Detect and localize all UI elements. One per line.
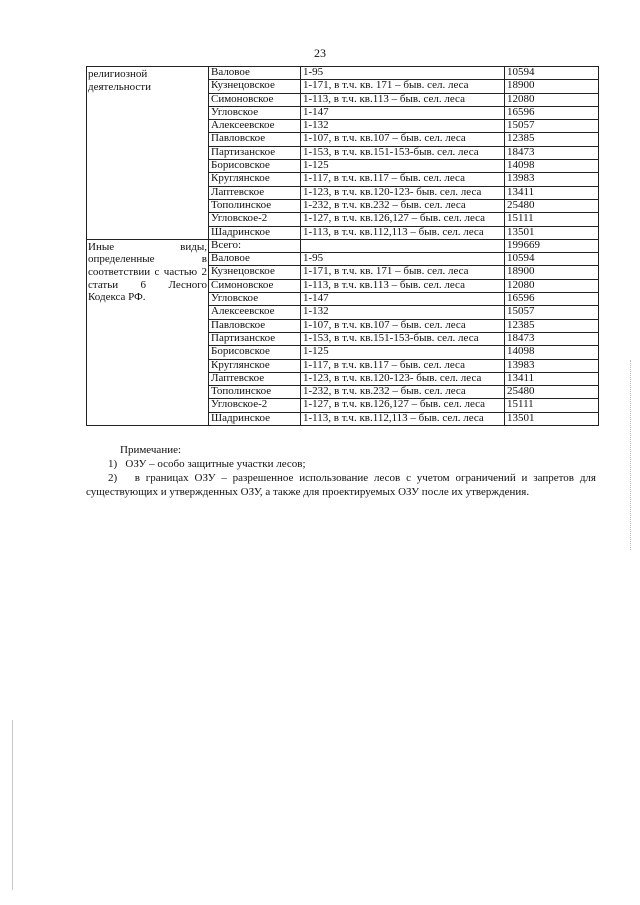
table-body xyxy=(87,67,599,426)
block-numbers-cell: 1-95 xyxy=(301,253,505,266)
forestry-name-cell: Алексеевское xyxy=(209,120,301,133)
block-numbers-cell: 1-147 xyxy=(301,106,505,119)
area-cell: 18473 xyxy=(505,332,599,345)
table-row xyxy=(87,67,599,80)
block-numbers-cell: 1-127, в т.ч. кв.126,127 – быв. сел. леса xyxy=(301,213,505,226)
forestry-name-cell: Борисовское xyxy=(209,160,301,173)
forestry-name-cell: Партизанское xyxy=(209,332,301,345)
area-cell: 18900 xyxy=(505,80,599,93)
forestry-name-cell: Шадринское xyxy=(209,226,301,239)
block-numbers-cell: 1-171, в т.ч. кв. 171 – быв. сел. леса xyxy=(301,266,505,279)
block-numbers-cell: 1-107, в т.ч. кв.107 – быв. сел. леса xyxy=(301,133,505,146)
forestry-name-cell: Лаптевское xyxy=(209,372,301,385)
note-item-2: 2) в границах ОЗУ – разрешенное использование лесов с учетом ограничений и запретов для существующих и утвержденных ОЗУ, а также для проектируемых ОЗУ после их утверждения. xyxy=(86,472,596,498)
forestry-name-cell: Симоновское xyxy=(209,93,301,106)
area-cell: 12385 xyxy=(505,319,599,332)
area-cell: 18473 xyxy=(505,146,599,159)
forestry-name-cell: Лаптевское xyxy=(209,186,301,199)
block-numbers-cell: 1-123, в т.ч. кв.120-123- быв. сел. леса xyxy=(301,372,505,385)
area-cell: 13983 xyxy=(505,359,599,372)
forestry-name-cell: Угловское xyxy=(209,293,301,306)
notes-section xyxy=(86,443,596,499)
block-numbers-cell: 1-232, в т.ч. кв.232 – быв. сел. леса xyxy=(301,199,505,212)
area-cell: 14098 xyxy=(505,160,599,173)
area-cell: 13411 xyxy=(505,372,599,385)
forestry-name-cell: Угловское-2 xyxy=(209,399,301,412)
area-cell: 15057 xyxy=(505,306,599,319)
area-cell: 18900 xyxy=(505,266,599,279)
area-cell: 15057 xyxy=(505,120,599,133)
forestry-name-cell: Валовое xyxy=(209,253,301,266)
area-cell: 12080 xyxy=(505,279,599,292)
block-numbers-cell: 1-127, в т.ч. кв.126,127 – быв. сел. леса xyxy=(301,399,505,412)
note-item-1: 1) ОЗУ – особо защитные участки лесов; xyxy=(108,458,306,470)
forestry-name-cell: Кузнецовское xyxy=(209,80,301,93)
forestry-name-cell: Тополинское xyxy=(209,199,301,212)
block-numbers-cell: 1-117, в т.ч. кв.117 – быв. сел. леса xyxy=(301,359,505,372)
block-numbers-cell: 1-113, в т.ч. кв.112,113 – быв. сел. леса xyxy=(301,226,505,239)
block-numbers-cell: 1-232, в т.ч. кв.232 – быв. сел. леса xyxy=(301,386,505,399)
area-cell: 25480 xyxy=(505,199,599,212)
forestry-name-cell: Шадринское xyxy=(209,412,301,425)
block-numbers-cell: 1-113, в т.ч. кв.113 – быв. сел. леса xyxy=(301,93,505,106)
area-cell: 13983 xyxy=(505,173,599,186)
block-numbers-cell: 1-117, в т.ч. кв.117 – быв. сел. леса xyxy=(301,173,505,186)
forestry-name-cell: Партизанское xyxy=(209,146,301,159)
forestry-name-cell: Кузнецовское xyxy=(209,266,301,279)
area-cell: 199669 xyxy=(505,239,599,252)
block-numbers-cell: 1-123, в т.ч. кв.120-123- быв. сел. леса xyxy=(301,186,505,199)
block-numbers-cell: 1-171, в т.ч. кв. 171 – быв. сел. леса xyxy=(301,80,505,93)
forestry-name-cell: Угловское-2 xyxy=(209,213,301,226)
scan-mark xyxy=(630,360,633,550)
forestry-name-cell: Всего: xyxy=(209,239,301,252)
block-numbers-cell xyxy=(301,239,505,252)
forest-areas-table xyxy=(86,66,599,426)
notes-title: Примечание: xyxy=(120,444,182,456)
area-cell: 13501 xyxy=(505,412,599,425)
page-number: 23 xyxy=(314,46,326,60)
table-row xyxy=(87,239,599,252)
forestry-name-cell: Павловское xyxy=(209,319,301,332)
area-cell: 12080 xyxy=(505,93,599,106)
area-cell: 14098 xyxy=(505,346,599,359)
block-numbers-cell: 1-107, в т.ч. кв.107 – быв. сел. леса xyxy=(301,319,505,332)
area-cell: 16596 xyxy=(505,293,599,306)
forestry-name-cell: Круглянское xyxy=(209,173,301,186)
block-numbers-cell: 1-113, в т.ч. кв.113 – быв. сел. леса xyxy=(301,279,505,292)
area-cell: 10594 xyxy=(505,253,599,266)
area-cell: 13501 xyxy=(505,226,599,239)
block-numbers-cell: 1-125 xyxy=(301,160,505,173)
block-numbers-cell: 1-147 xyxy=(301,293,505,306)
forestry-name-cell: Павловское xyxy=(209,133,301,146)
area-cell: 16596 xyxy=(505,106,599,119)
forestry-name-cell: Борисовское xyxy=(209,346,301,359)
forestry-name-cell: Тополинское xyxy=(209,386,301,399)
purpose-cell: религиозной деятельности xyxy=(87,67,209,240)
forestry-name-cell: Круглянское xyxy=(209,359,301,372)
block-numbers-cell: 1-132 xyxy=(301,120,505,133)
scan-mark xyxy=(12,720,13,890)
area-cell: 13411 xyxy=(505,186,599,199)
block-numbers-cell: 1-125 xyxy=(301,346,505,359)
block-numbers-cell: 1-153, в т.ч. кв.151-153-быв. сел. леса xyxy=(301,332,505,345)
block-numbers-cell: 1-153, в т.ч. кв.151-153-быв. сел. леса xyxy=(301,146,505,159)
block-numbers-cell: 1-95 xyxy=(301,67,505,80)
area-cell: 25480 xyxy=(505,386,599,399)
forestry-name-cell: Симоновское xyxy=(209,279,301,292)
area-cell: 12385 xyxy=(505,133,599,146)
area-cell: 15111 xyxy=(505,213,599,226)
block-numbers-cell: 1-132 xyxy=(301,306,505,319)
block-numbers-cell: 1-113, в т.ч. кв.112,113 – быв. сел. леса xyxy=(301,412,505,425)
purpose-cell: Иные виды, определенные в соответствии с частью 2 статьи 6 Лесного Кодекса РФ. xyxy=(87,239,209,425)
area-cell: 10594 xyxy=(505,67,599,80)
forestry-name-cell: Алексеевское xyxy=(209,306,301,319)
area-cell: 15111 xyxy=(505,399,599,412)
forestry-name-cell: Валовое xyxy=(209,67,301,80)
forestry-name-cell: Угловское xyxy=(209,106,301,119)
